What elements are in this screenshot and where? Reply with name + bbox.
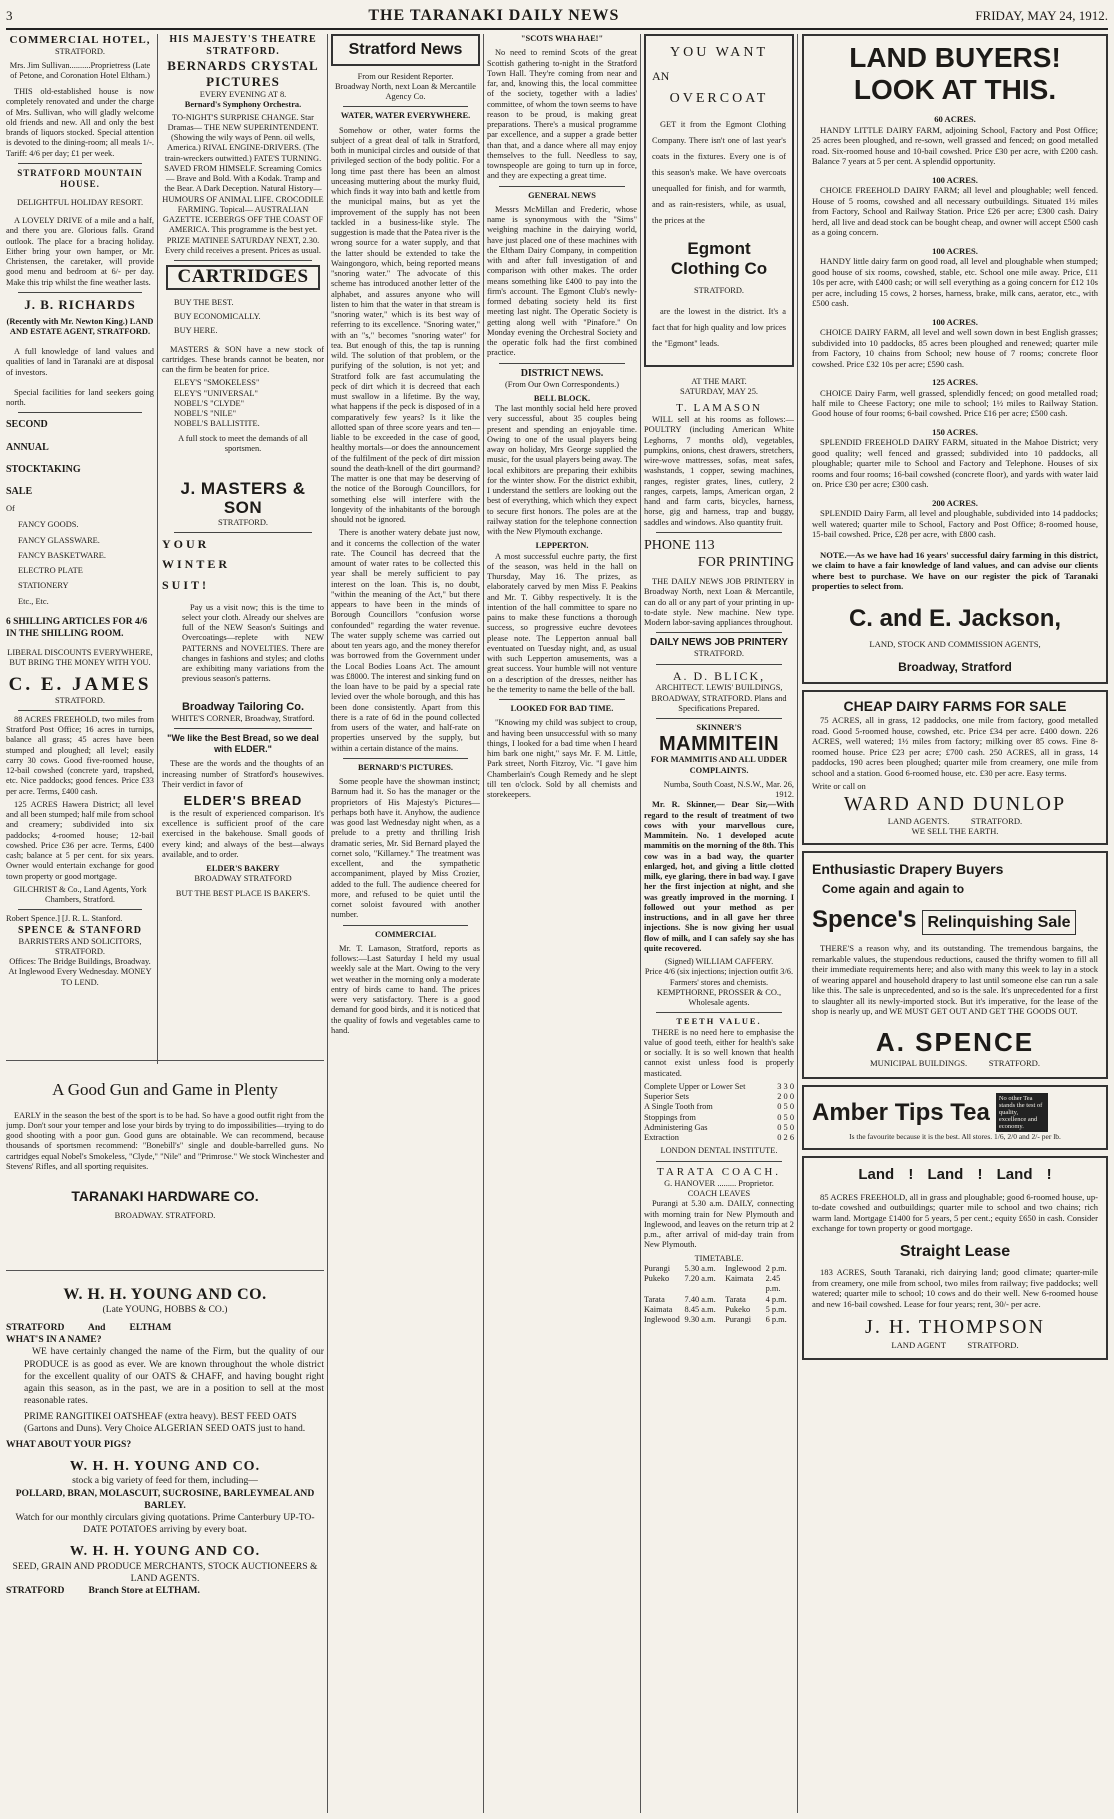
water-heading: WATER, WATER EVERYWHERE. xyxy=(340,111,471,121)
timetable-cell: Inglewood xyxy=(725,1263,761,1273)
farm-listing xyxy=(812,498,1098,540)
tailoring-address: WHITE'S CORNER, Broadway, Stratford. xyxy=(171,714,315,724)
jackson-heading: C. and E. Jackson, xyxy=(848,604,1062,632)
sale-item: STATIONERY xyxy=(18,581,69,591)
column-5 xyxy=(644,34,794,1813)
bell-block-heading: BELL BLOCK. xyxy=(533,393,591,403)
every-evening: EVERY EVENING AT 8. xyxy=(199,90,287,100)
spence-sale-advert xyxy=(802,851,1108,1079)
sale-items xyxy=(6,520,154,607)
teeth-item: Administering Gas xyxy=(644,1122,708,1132)
section-rule xyxy=(6,1060,324,1061)
teeth-price-table xyxy=(644,1082,794,1144)
pigs-text: stock a big variety of feed for them, including— xyxy=(72,1475,258,1487)
mountain-house-text: A LOVELY DRIVE of a mile and a half, and there you are. Glorious falls. Grand outlook. The place for a bracing holiday. Either bring your own hamper, or Mr. Christensen, the caretaker, will provide good menu and bedroom at 6/- per day. Make this trip whilst the fine weather lasts. xyxy=(6,216,154,287)
timetable-cell: 7.20 a.m. xyxy=(684,1274,716,1284)
farm-acres: 100 ACRES. xyxy=(932,245,978,256)
mart-text: WILL sell at his rooms as follows:—POULTRY (including American White Leghorns, 7 months old), vegetables, pumpkins, onions, chest drawers, stretchers, wire-wove mattresses, sofas, meat safes, washstands, 1 copper, sewing machines, ranges, register grates, lines, cutlery, 2 ranges, carpets, lamps, American organ, 2 hand and farm carts, bicycles, harness, horse, gig and harness, trap and buggy, saddles and windows. Also quantity fruit. xyxy=(644,415,794,527)
teeth-heading: TEETH VALUE. xyxy=(676,1017,762,1027)
teeth-price: 3 3 0 xyxy=(777,1081,794,1091)
spence-sale-text: THERE'S a reason why, and its outstanding. The tremendous bargains, the remarkable values, the stupendous reductions, caused the thrifty women to fill all their immediate requirements here; and also with many this week to lay in a stock of wearing apparel and household drapery to last until someone else can run a sale like this. The sale is unprecedented, and so is the sale. It's unprecedented for a first to slaughter all its newly-imported stock. But it's imperative, for the lease of the shop is nearly up, and WE MUST GET OUT AND GET THE GOODS OUT. xyxy=(812,943,1098,1017)
coach-text: Purangi at 5.30 a.m. DAILY, connecting with morning train for New Plymouth and Inglewood, and leaves on the return trip at 2 p.m., after arrival of mid-day train from New Plymouth. xyxy=(644,1199,794,1250)
column-4 xyxy=(487,34,637,1813)
caffery-signature: (Signed) WILLIAM CAFFERY. xyxy=(664,957,774,967)
young-merchants: SEED, GRAIN AND PRODUCE MERCHANTS, STOCK AUCTIONEERS & LAND AGENTS. xyxy=(12,1560,318,1584)
hardware-location: BROADWAY. STRATFORD. xyxy=(114,1211,216,1221)
cartridges-buy-line: BUY HERE. xyxy=(174,326,218,336)
timetable-cell: 7.40 a.m. xyxy=(684,1294,716,1304)
water-text: Somehow or other, water forms the subject of a great deal of talk in Stratford, both in municipal circles and outside of that privileged section of the body politic. For a long time past there has been an almost unceasing muttering about the murky fluid, which finds it way into bath and kettle from the municipal mains, but as yet the improvement of the supply has not been tackled in a business-like style. The suggestion is made that the Patea river is the wrong source for a water supply, and that the latter should be extended to take the Waingongoro, which, being reported means "snoring water." The advocate of this scheme has introduced another letter of the alphabet, and assures anyone who will listen to him that the water in that stream is "snoring water," which is its best way of referring to its excellence. "Snoring water," with an "s," becomes "snoring water" for tea. But enough of this, the tap is running wild. The solution of that problem, or the purifying of the solution, is not yet; and Stratford folk are fast accumulating the peck of dirt which it is decreed that each must swallow in a lifetime. By the way, what happens if the peck is disposed of in a comparatively few years? Is it like the allotted span of three score years and ten—liable to be exceeded in the case of good, healthy mortals—or does the announcement of the fulfilment of the peck of dirt mission sound the death-knell of the dirt gourmand? The matter is one that may be deserving of the notice of the Borough Councillors, for something else will interfere with the longevity of the inhabitants of the borough should not be ignored. xyxy=(331,125,480,525)
overcoat-line-2: AN xyxy=(652,69,670,84)
suit-line-2: WINTER xyxy=(162,557,231,572)
mammitein-text: Mr. R. Skinner,— Dear Sir,—With regard to the result of treatment of two cows with your marvellous cure, Mammitein. No. 1 developed acute mammitis on the morning of the 8th. This cow was in a bad way, the quarter enlarged, hot, and giving a little clotted milk, eye glaring, there in bad way. I gave her the first injection at night, and she was greatly improved in the morning. I followed out your method as per instructions, and in all gave her three injections. She is now giving her usual flow of milk, and I can safely say she has quite recovered. xyxy=(644,800,794,953)
hotel-town: STRATFORD. xyxy=(54,47,106,57)
relinquishing-sale: Relinquishing Sale xyxy=(922,910,1075,936)
column-rule xyxy=(797,34,798,1813)
straight-lease-text: 183 ACRES, South Taranaki, rich dairying land; good climate; quarter-mile from creamery, one mile from school, two miles from railway; five paddocks; well watered; quarter mile to school; 10 cows and do their well. New 6-roomed house and new 16-bail cowshed. Lease for four years; rent, 30/- per acre. xyxy=(812,1267,1098,1309)
farm-listing xyxy=(812,317,1098,369)
suit-text: Pay us a visit now; this is the time to select your cloth. Already our shelves are full of the NEW Season's Suitings and Overcoatings—replete with NEW PATTERNS and NOVELTIES. There are changes in fashions and styles; and cloths are exhibiting many variations from the previous season's patterns. xyxy=(182,602,324,684)
pollard: POLLARD, BRAN, MOLASCUIT, SUCROSINE, BARLEYMEAL AND BARLEY. xyxy=(15,1487,315,1511)
cartridge-brand: NOBEL'S BALLISTITE. xyxy=(174,419,260,429)
egmont-tail: are the lowest in the district. It's a fact that for high quality and low prices the "Egmont" leads. xyxy=(652,307,786,349)
sale-offer: 6 SHILLING ARTICLES FOR 4/6 IN THE SHILLING ROOM. xyxy=(6,616,148,639)
spences-sale-title xyxy=(812,905,1098,936)
column-rule xyxy=(640,34,641,1813)
pictures-heading: BERNARD'S PICTURES. xyxy=(358,762,453,772)
coach-sub: COACH LEAVES xyxy=(687,1189,751,1199)
sale-item: FANCY BASKETWARE. xyxy=(18,550,106,560)
teeth-row xyxy=(644,1092,794,1102)
page-number: 3 xyxy=(6,8,13,23)
scots-heading: "SCOTS WHA HAE!" xyxy=(520,34,604,43)
timetable-cell: Pukeko xyxy=(644,1274,670,1284)
cartridges-text: MASTERS & SON have a new stock of cartridges. These brands cannot be beaten, nor can the firm be beaten for price. xyxy=(162,344,324,375)
farm-description: SPLENDID Dairy Farm, all level and ploughable, subdivided into 14 paddocks; well watered; quarter mile to School, Factory and Post Office; 8-roomed house, 15-bail cowshed. Price, £28 per acre, with £800 cash. xyxy=(812,508,1098,540)
teeth-item: Extraction xyxy=(644,1133,679,1143)
timetable xyxy=(644,1264,794,1326)
overcoat-line-3: OVERCOAT xyxy=(669,90,769,106)
jackson-advert xyxy=(802,34,1108,684)
timetable-cell: 6 p.m. xyxy=(765,1315,787,1325)
teeth-price: 0 5 0 xyxy=(777,1102,794,1112)
cartridge-brand: NOBEL'S "CLYDE" xyxy=(174,398,245,408)
timetable-cell: Tarata xyxy=(725,1294,746,1304)
amber-tips-sub: Is the favourite because it is the best. All stores. 1/6, 2/0 and 2/- per lb. xyxy=(849,1132,1061,1142)
mammitein-address: Numba, South Coast, N.S.W., Mar. 26, 1912. xyxy=(663,779,794,800)
teeth-price: 0 5 0 xyxy=(777,1112,794,1122)
bread-quote: "We like the Best Bread, so we deal with ELDER." xyxy=(167,733,319,755)
egmont-town: STRATFORD. xyxy=(693,286,745,296)
gilchrist-agents: GILCHRIST & Co., Land Agents, York Chambers, Stratford. xyxy=(13,884,147,904)
suit-line-3: SUIT! xyxy=(162,578,210,593)
young-heading: W. H. H. YOUNG AND CO. xyxy=(63,1286,267,1303)
blick-sub: ARCHITECT. LEWIS' BUILDINGS, BROADWAY, STRATFORD. Plans and Specifications Prepared. xyxy=(651,683,787,713)
young-oatsheaf: PRIME RANGITIKEI OATSHEAF (extra heavy). BEST FEED OATS (Gartons and Duns). Very Choice ALGERIAN SEED OATS just to hand. xyxy=(24,1410,306,1434)
column-1 xyxy=(6,34,154,1059)
timetable-cell: Inglewood xyxy=(644,1315,680,1325)
theatre-heading: HIS MAJESTY'S THEATRE STRATFORD. xyxy=(169,34,317,58)
cartridges-tail: A full stock to meet the demands of all sportsmen. xyxy=(178,433,308,453)
teeth-row xyxy=(644,1113,794,1123)
straight-lease-heading: Straight Lease xyxy=(899,1242,1011,1260)
timetable-cell: Purangi xyxy=(644,1263,671,1273)
a-spence-location: MUNICIPAL BUILDINGS. STRATFORD. xyxy=(869,1058,1041,1069)
hardware-heading: TARANAKI HARDWARE CO. xyxy=(71,1188,259,1205)
sale-discount: LIBERAL DISCOUNTS EVERYWHERE, BUT BRING THE MONEY WITH YOU. xyxy=(7,648,153,668)
sale-line-3: STOCKTAKING xyxy=(6,463,81,475)
bernards-heading: BERNARDS CRYSTAL PICTURES xyxy=(167,58,319,90)
land-land-land: Land ! Land ! Land ! xyxy=(858,1165,1052,1183)
farm-acres: 60 ACRES. xyxy=(934,114,976,125)
cartridges-heading: CARTRIDGES xyxy=(166,265,320,290)
overcoat-advert xyxy=(644,34,794,367)
farm-listing xyxy=(812,377,1098,419)
mammitein-sub: FOR MAMMITIS AND ALL UDDER COMPLAINTS. xyxy=(650,755,788,775)
farm-listing xyxy=(812,246,1098,309)
farm-acres: 125 ACRES. xyxy=(932,377,978,388)
masters-heading: J. MASTERS & SON xyxy=(180,479,306,517)
sale-line-2: ANNUAL xyxy=(6,441,49,453)
lepperton-heading: LEPPERTON. xyxy=(535,541,589,551)
looked-heading: LOOKED FOR BAD TIME. xyxy=(510,704,614,714)
farm-description: HANDY LITTLE DAIRY FARM, adjoining School, Factory and Post Office; 25 acres been ploughed, and re-sown, well grassed and fenced; on good metalled road. Six-roomed house and 10-bail cowshed. Price £30 per acre, with £200 cash. Balance 7 years at 5 per cent. A splendid opportunity. xyxy=(812,124,1098,167)
teeth-item: Stoppings from xyxy=(644,1112,696,1122)
overcoat-line-1: YOU WANT xyxy=(669,45,768,60)
amber-tips-title xyxy=(812,1093,1098,1133)
blick-name: A. D. BLICK, xyxy=(672,668,766,683)
timetable-cell: 8.45 a.m. xyxy=(684,1304,716,1314)
programme: TO-NIGHT'S SURPRISE CHANGE. Star Dramas— THE NEW SUPERINTENDENT. (Showing the wily ways of Penn. oil wells, America.) RIVAL ENGINE-DRIVERS. (The train-wreckers outwitted.) FATE'S TURNING. SAVED FROM HIMSELF. Screaming Comics— Brave and Bold. With a Kodak. Tramp and the Bear. A Dark Deception. Natural History— HUMOURS OF ANIMAL LIFE. CROCODILE FARMING. Topical— AUSTRALIAN GAZETTE. ICEBERGS OFF THE COAST OF AMERICA. This programme is the best yet. PRIZE MATINEE SATURDAY NEXT, 2.30. Every child receives a present. Prices as usual. xyxy=(162,112,324,255)
suit-line-1: YOUR xyxy=(162,536,210,551)
gun-advert xyxy=(6,1066,324,1266)
mart-heading: AT THE MART. xyxy=(691,377,747,387)
phone-text: THE DAILY NEWS JOB PRINTERY in Broadway North, next Loan & Mercantile, can do all or any part of your printing in up-to-date style. New machine. New type. Modern labor-saving appliances throughout. xyxy=(644,577,794,627)
richards-heading: J. B. RICHARDS xyxy=(24,296,136,312)
mountain-house-heading: STRATFORD MOUNTAIN HOUSE. xyxy=(17,167,143,189)
teeth-row xyxy=(644,1082,794,1092)
looked-text: "Knowing my child was subject to croup, and having been unsuccessful with so many things, I looked for a bad time when I heard him bark one night," says Mr. F. M. Little, Park street, North Fitzroy, Vic. "I gave him Chamberlain's Cough Remedy and he slept till ten o'clock. Sold by all chemists and storekeepers. xyxy=(487,718,637,800)
egmont-name: Egmont Clothing Co xyxy=(670,238,768,279)
drapery-heading: Enthusiastic Drapery Buyers xyxy=(812,860,1004,877)
section-rule xyxy=(6,1270,324,1271)
farm-acres: 100 ACRES. xyxy=(932,174,978,185)
spence-partners: Robert Spence.] [J. R. L. Stanford. xyxy=(6,914,123,924)
richards-text: A full knowledge of land values and qualities of land in Taranaki are at disposal of investors. xyxy=(6,347,154,377)
timetable-cell: 5.30 a.m. xyxy=(684,1263,716,1273)
land-88-acres: 88 ACRES FREEHOLD, two miles from Stratford Post Office; 16 acres in turnips, balance all grass; 45 acres have been stumped and ploughed; all level; easily carry 30 cows. Good five-roomed house, 12-bail cowshed (concrete yard, trapshed, etc. Nice paddocks; good fences. Price £33 per acre. Terms, £400 cash. xyxy=(6,714,154,796)
column-3 xyxy=(331,34,480,1813)
tailoring-name: Broadway Tailoring Co. xyxy=(181,700,305,713)
teeth-row xyxy=(644,1102,794,1112)
masters-town: STRATFORD. xyxy=(217,517,269,527)
farm-listing xyxy=(812,114,1098,166)
column-6 xyxy=(802,34,1108,1813)
phone-line-1: PHONE 113 xyxy=(644,537,715,553)
timetable-row xyxy=(644,1264,794,1274)
general-news-text: Messrs McMillan and Frederic, whose name is synonymous with the "Sims" weighing machine in the dairying world, have just placed one of these machines with the Eltham Dairy Company, in competition with and after full investigation of and comparison with other makes. The order means something like £400 to pay into the firm's account. The Egmont Club's newly-formed debating society held its first meeting last night. The Operatic Society is getting along well with "Pinafore." On Monday evening the Orchestral Society and the operatic folk had the first combined practice. xyxy=(487,204,637,358)
column-rule xyxy=(157,34,158,1064)
pigs-heading: WHAT ABOUT YOUR PIGS? xyxy=(6,1439,132,1451)
farm-acres: 200 ACRES. xyxy=(932,497,978,508)
mammitein-heading: MAMMITEIN xyxy=(658,733,780,756)
timetable-cell: 2 p.m. xyxy=(765,1263,787,1273)
young-branch: STRATFORD Branch Store at ELTHAM. xyxy=(6,1585,200,1597)
timetable-cell: 9.30 a.m. xyxy=(684,1315,716,1325)
land-buyers-heading: LAND BUYERS! xyxy=(849,42,1061,73)
cartridges-buy xyxy=(162,298,324,337)
teeth-item: Superior Sets xyxy=(644,1092,689,1102)
sale-item: Etc., Etc. xyxy=(18,596,49,606)
masthead xyxy=(6,4,1108,30)
timetable-cell: 5 p.m. xyxy=(765,1304,787,1314)
ward-dunlop-advert xyxy=(802,690,1108,845)
issue-date: FRIDAY, MAY 24, 1912. xyxy=(975,8,1108,23)
farm-listing xyxy=(812,175,1098,238)
teeth-item: Complete Upper or Lower Set xyxy=(644,1081,746,1091)
teeth-item: A Single Tooth from xyxy=(644,1102,713,1112)
teeth-price: 2 0 0 xyxy=(777,1092,794,1102)
young-heading-3: W. H. H. YOUNG AND CO. xyxy=(69,1543,261,1559)
cheap-farms-heading: CHEAP DAIRY FARMS FOR SALE xyxy=(843,698,1067,715)
richards-text-2: Special facilities for land seekers going north. xyxy=(6,387,154,408)
farm-description: CHOICE Dairy Farm, well grassed, splendidly fenced; on good metalled road; half mile to Cheese Factory; one mile to school; 1½ miles to Railway Station. Good house of four rooms; 6-bail cowshed. Price £16 per acre; £500 cash. xyxy=(812,387,1098,419)
sale-line-4: SALE xyxy=(6,486,33,498)
hotel-proprietor: Mrs. Jim Sullivan..........Proprietress (Late of Petone, and Coronation Hotel Eltham.) xyxy=(9,60,151,80)
thompson-advert xyxy=(802,1156,1108,1361)
cartridge-brand: ELEY'S "UNIVERSAL" xyxy=(174,388,258,398)
dental-institute: LONDON DENTAL INSTITUTE. xyxy=(660,1146,778,1156)
bakery-location: BROADWAY STRATFORD xyxy=(194,874,292,884)
cartridge-brand: ELEY'S "SMOKELESS" xyxy=(174,378,260,388)
hotel-heading: COMMERCIAL HOTEL, xyxy=(9,34,151,46)
sale-item: FANCY GLASSWARE. xyxy=(18,535,100,545)
land-125-acres: 125 ACRES Hawera District; all level and all been stumped; half mile from school and creamery; subdivided into six paddocks; 4-roomed house; 12-bail cowshed. Price £36 per acre. Terms, £400 cash; balance at 5 per cent. for six years. Owner would entertain exchange for good town property or good mortgage. xyxy=(6,799,154,881)
young-location: STRATFORD And ELTHAM xyxy=(6,1321,172,1333)
commercial-heading: COMMERCIAL xyxy=(375,929,436,939)
scots-text: No need to remind Scots of the great Scottish gathering to-night in the Stratford Town Hall. They're coming from near and far, and, knowing this, the local committee of the society, together with a ladies' committee, of whom the town seems to have reason to be proud, is making great preparations. There's a musical programme par excellence, and a supper a grade better than that, and a dance where all may enjoy themselves to the full. Needless to say, townspeople are going to turn up in force, and they are expecting a great time. xyxy=(487,48,637,181)
coach-proprietor: G. HANOVER ......... Proprietor. xyxy=(664,1178,774,1188)
commercial-text: Mr. T. Lamason, Stratford, reports as follows:—Last Saturday I held my usual weekly sale at the Mart. Owing to the very wet weather in the morning only a moderate entry of birds came to hand. The prices were very satisfactory. There is a good demand for good birds, and it is noticed that the quality of fowls and vegetables came to hand. xyxy=(331,943,480,1035)
cartridges-buy-line: BUY ECONOMICALLY. xyxy=(174,312,261,322)
young-advert xyxy=(6,1276,324,1813)
bakery-tagline: BUT THE BEST PLACE IS BAKER'S. xyxy=(175,888,311,898)
farm-description: SPLENDID FREEHOLD DAIRY FARM, situated in the Mahoe District; very good quality; well fenced and grassed; subdivided into 10 paddocks, all ploughable; quarter mile to School and Factory and Telephone. Houses of six rooms and four rooms; 16-bail cowshed (concrete floor), and yards with water laid on. Price £30 per acre; £300 cash. xyxy=(812,437,1098,490)
thompson-sub: LAND AGENT STRATFORD. xyxy=(891,1339,1019,1350)
water-text-2: There is another watery debate just now, and it concerns the collection of the water rate. The Council has decreed that the amount of water rates to be collected this year shall be merely sufficient to pay interest on the loan. This is, no doubt, "within the meaning of the Act," but there appears to have been in the minds of Borough Councillors "confusion worse confounded" regarding the water revenue. The water supply scheme was carried out about ten years ago, and the money therefor was borrowed from the Government under the Local Bodies Loans Act. The amount was £8000. The interest and sinking fund on the loan have to be paid by a special rate levied over the whole borough, and this has been done consistently. Apart from this there is a rate of 6d in the pound collected from users of the water, and half-rate on properties unserved by the supply, but within a certain distance of the mains. xyxy=(331,528,480,753)
farm-acres: 150 ACRES. xyxy=(932,426,978,437)
timetable-cell: Kaimata xyxy=(725,1274,754,1284)
general-news-heading: GENERAL NEWS xyxy=(528,190,596,200)
bread-text: These are the words and the thoughts of an increasing number of Stratford's housewives. Their verdict in favor of xyxy=(162,759,324,789)
timetable-cell: 2.45 p.m. xyxy=(765,1274,781,1294)
resident-reporter: From our Resident Reporter. xyxy=(357,71,454,81)
amber-tips-heading: Amber Tips Tea xyxy=(812,1098,990,1126)
district-news-heading: DISTRICT NEWS. xyxy=(520,367,604,379)
look-at-this-heading: LOOK AT THIS. xyxy=(853,74,1057,106)
richards-sub: (Recently with Mr. Newton King.) LAND AND ESTATE AGENT, STRATFORD. xyxy=(6,316,154,336)
sale-item: FANCY GOODS. xyxy=(18,520,79,530)
orchestra: Bernard's Symphony Orchestra. xyxy=(184,100,302,110)
timetable-row xyxy=(644,1305,794,1315)
bread-heading: ELDER'S BREAD xyxy=(183,793,303,809)
young-sub: (Late YOUNG, HOBBS & CO.) xyxy=(102,1303,228,1315)
jackson-sub: LAND, STOCK AND COMMISSION AGENTS, xyxy=(869,639,1041,650)
cartridges-brands xyxy=(162,378,324,429)
write-or-call: Write or call on xyxy=(812,781,866,792)
cartridges-buy-line: BUY THE BEST. xyxy=(174,297,234,307)
spence-stanford-sub: BARRISTERS AND SOLICITORS, STRATFORD. xyxy=(18,936,142,956)
jackson-town: Broadway, Stratford xyxy=(898,659,1012,674)
cheap-farms-text: 75 ACRES, all in grass, 12 paddocks, one mile from factory, good metalled road. Good 5-roomed house, cowshed, etc. Price £34 per acre. £400 down. 226 ACRES, well watered; 1½ miles from factory; milking over 85 cows. Fine 8-roomed house. Price £23 per acre; £700 cash. 250 ACRES, all in grass, 14 paddocks, 190 acres been ploughed; quarter mile from creamery, one mile from school and a station. Good 6-roomed house, etc. £30 per acre. Easy terms. xyxy=(812,715,1098,778)
teeth-row xyxy=(644,1123,794,1133)
james-town: STRATFORD. xyxy=(54,695,106,705)
mart-date: SATURDAY, MAY 25. xyxy=(679,387,759,397)
column-2 xyxy=(162,34,324,1059)
young-heading-2: W. H. H. YOUNG AND CO. xyxy=(69,1458,261,1474)
circulars: Watch for our monthly circulars giving quotations. Prime Canterbury UP-TO-DATE POTATOES arriving by every boat. xyxy=(15,1512,315,1536)
mart-name: T. LAMASON xyxy=(676,401,762,414)
cartridge-brand: NOBEL'S "NILE" xyxy=(174,409,237,419)
timetable-cell: Kaimata xyxy=(644,1304,673,1314)
teeth-price: 0 2 6 xyxy=(777,1133,794,1143)
timetable-cell: Purangi xyxy=(725,1315,752,1325)
spences-name: Spence's xyxy=(812,905,917,933)
james-heading: C. E. JAMES xyxy=(8,673,152,695)
phone-line-2: FOR PRINTING xyxy=(697,554,794,570)
overcoat-text: GET it from the Egmont Clothing Company. There isn't one of last year's coats in the fixtures. Every one is of this season's make. We have overcoats unequalled for finish, and for warmth, and as rain-resisters, while, as usual, the prices at the xyxy=(652,119,786,225)
farm-description: CHOICE DAIRY FARM, all level and well sown down in best English grasses; subdivided into 10 paddocks, 85 acres been ploughed and renewed; quarter mile from Factory, 10 chains from School; new house of 7 rooms; concrete floor cowshed. Price £32 10s per acre; £590 cash. xyxy=(812,327,1098,369)
timetable-cell: Pukeko xyxy=(725,1304,751,1314)
hotel-text: THIS old-established house is now completely renovated and under the charge of Mrs. Sullivan, who will gladly welcome old friends and new. All and only the best brands of liquors stocked. Special attention is devoted to the dining-room; all meals 1/-. Tariff: 4/6 per day; £1 per week. xyxy=(6,87,154,158)
gun-text: EARLY in the season the best of the sport is to be had. So have a good outfit right from the jump. Don't sour your temper and lose your birds by trying to do impossibilities—trying to do good shooting with a poor gun. Good guns are obtainable. We can recommend, because thousands of sportsmen recommend: "Bonebill's" single and double-barrelled guns. No cartridges equal Nobel's Smokeless, "Clyde," "Nile" and "Primrose." We stock Winchester and Stevens' Rifles, and all sporting requisites. xyxy=(6,1110,324,1171)
whats-in-a-name: WHAT'S IN A NAME? xyxy=(6,1334,102,1346)
district-news-sub: (From Our Own Correspondents.) xyxy=(505,379,619,389)
teeth-price: 0 5 0 xyxy=(777,1122,794,1132)
stratford-news-heading: Stratford News xyxy=(331,34,480,66)
jackson-note: NOTE.—As we have had 16 years' successful dairy farming in this district, we claim to have a fair knowledge of land values, and can advise our clients where best to purchase. We have on our register the pick of Taranaki properties to select from. xyxy=(812,549,1098,592)
sale-line-1: SECOND xyxy=(6,419,48,431)
newspaper-title: THE TARANAKI DAILY NEWS xyxy=(368,7,620,24)
farm-list xyxy=(812,114,1098,539)
farm-description: CHOICE FREEHOLD DAIRY FARM; all level and ploughable; well fenced. House of 5 rooms, cowshed and all necessary outbuildings. Situated 1½ miles from Factory, School and Railway Station. Price £26 per acre; £300 cash. Dairy herd, all live and dead stock can be bought cheap, and owner will accept £500 cash as a going concern. xyxy=(812,185,1098,238)
column-rule xyxy=(327,34,328,1813)
young-text: WE have certainly changed the name of the Firm, but the quality of our PRODUCE is as good as ever. We are known throughout the whole district for the excellent quality of our OATS & CHAFF, and having bought right again this season, as in the past, we are in a position to sell at the most reasonable rates. xyxy=(24,1346,324,1407)
ward-dunlop-sub: LAND AGENTS. STRATFORD. xyxy=(887,815,1023,826)
bread-text-2: is the result of experienced comparison. It's excellence is sufficient proof of the care exercised in the bakehouse. Small goods of every kind; and always of the best—always available, and to order. xyxy=(162,808,324,859)
teeth-row xyxy=(644,1133,794,1143)
farm-listing xyxy=(812,427,1098,490)
bakery-name: ELDER'S BAKERY xyxy=(206,864,280,874)
amber-tips-advert xyxy=(802,1085,1108,1150)
amber-tips-badge: No other Tea stands the test of quality, excellence and economy. xyxy=(996,1093,1048,1133)
timetable-row xyxy=(644,1315,794,1325)
lepperton-text: A most successful euchre party, the first of the season, was held in the hall on Thursday, May 16. The prizes, as elaborately carved by men Miss F. Peakins and Mr. T. Gibby respectively. It is the intention of the hall committee to spare no pains to make these functions a thorough success, so progressive euchre devotees please note. The Lepperton annual ball eventuated on Tuesday night, and, as usual with such Lepperton amusements, was a great success. Your humble will not venture on a description of the dresses, neither has he the temerity to name the belle of the ball. xyxy=(487,551,637,694)
a-spence-heading: A. SPENCE xyxy=(875,1026,1035,1057)
pictures-text: Some people have the showman instinct; Barnum had it. So has the manager or the proprietors of His Majesty's Pictures—perhaps both have it. Anyhow, the audience was good last Wednesday night when, as a prelude to a pretty and thrilling Irish dramatic series, Mr. Sid Bernard played the cornet solo, "Killarney." The treatment was excellent, and the sympathetic accompaniment, played by Miss Crozier, added to the full. The audience cheered for more, and refused to be quiet until the cornet soloist favoured with another number. xyxy=(331,777,480,920)
teeth-text: THERE is no need here to emphasise the value of good teeth, either for health's sake or socially. It is so well known that health cannot exist unless food is properly masticated. xyxy=(644,1027,794,1078)
sale-of: Of xyxy=(6,504,15,514)
spence-stanford-heading: SPENCE & STANFORD xyxy=(17,924,143,936)
timetable-cell: Tarata xyxy=(644,1294,665,1304)
farm-description: HANDY little dairy farm on good road, all level and ploughable when stumped; good house of six rooms, cowshed, stable, etc. School one mile away. Price, £11 10s per acre, with £400 cash; or will sell everything as a going concern for £12 10s per acre, including 15 cows, 2 horses, harness, brake, milk cans, aerator, etc., with £500 cash. xyxy=(812,256,1098,309)
mountain-house-sub: DELIGHTFUL HOLIDAY RESORT. xyxy=(16,197,144,207)
farm-acres: 100 ACRES. xyxy=(932,316,978,327)
caffery-price: Price 4/6 (six injections; injection outfit 3/6. Farmers' stores and chemists. KEMPTHORNE, PROSSER & CO., Wholesale agents. xyxy=(644,967,794,1008)
office-address: Broadway North, next Loan & Mercantile Agency Co. xyxy=(335,81,476,102)
timetable-cell: 4 p.m. xyxy=(765,1294,787,1304)
gun-heading: A Good Gun and Game in Plenty xyxy=(52,1080,278,1099)
ward-dunlop-tagline: WE SELL THE EARTH. xyxy=(911,826,999,837)
timetable-row xyxy=(644,1274,794,1295)
thompson-heading: J. H. THOMPSON xyxy=(865,1316,1045,1339)
spence-stanford-offices: Offices: The Bridge Buildings, Broadway. At Inglewood Every Wednesday. MONEY TO LEND. xyxy=(8,957,152,987)
ward-dunlop-heading: WARD AND DUNLOP xyxy=(843,792,1067,815)
job-printery-town: STRATFORD. xyxy=(693,649,745,659)
bell-block-text: The last monthly social held here proved very successful, about 35 couples being present and spending an enjoyable time. Owing to one of the usual players being away on holiday, Mrs George supplied the music, for the usual players being away. The local exhibitors are preparing their exhibits for the winter show. For the district exhibit, I understand the settlers are looking out the best of everything, which which they expect to secure first honors. The poles are at the railway station for the telephone connection with the New Plymouth exchange. xyxy=(487,404,637,537)
sale-item: ELECTRO PLATE xyxy=(18,566,83,576)
land-85-acres: 85 ACRES FREEHOLD, all in grass and ploughable; good 6-roomed house, up-to-date cowshed and outbuildings; quarter mile to school and two chains; rich warm land. Mortgage £1400 for 5 years, 5 per cent.; equity £650 in cash. Consider exchange for town property or good mortgage. xyxy=(812,1191,1098,1234)
timetable-heading: TIMETABLE. xyxy=(694,1253,744,1263)
column-rule xyxy=(483,34,484,1813)
skinner-heading: SKINNER'S xyxy=(696,723,742,733)
coach-heading: TARATA COACH. xyxy=(656,1165,782,1178)
come-again: Come again and again to xyxy=(822,882,965,897)
job-printery-heading: DAILY NEWS JOB PRINTERY xyxy=(650,637,788,649)
timetable-row xyxy=(644,1295,794,1305)
